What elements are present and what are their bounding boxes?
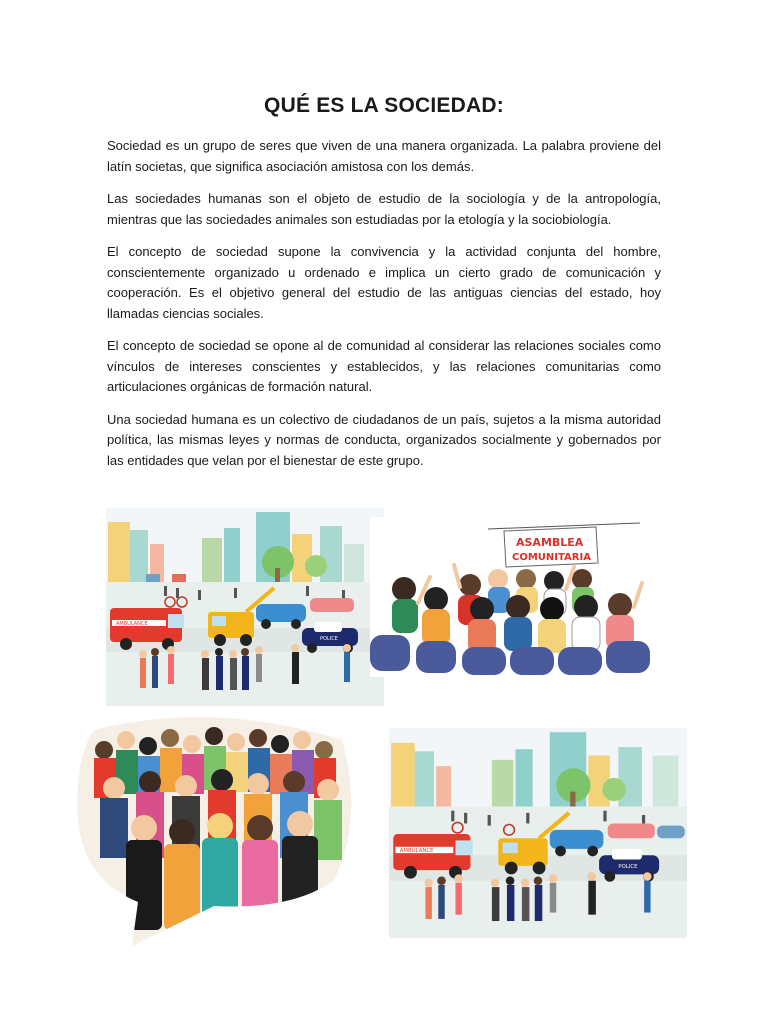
ambulance-label-2: AMBULANCE	[399, 848, 434, 855]
banner-text-line2: COMUNITARIA	[512, 552, 591, 563]
paragraph-5: Una sociedad humana es un colectivo de ciudadanos de un país, sujetos a la misma autoridad política, las mismas leyes y normas de conducta, organizados socialmente y gobernados por las entidades que velan por el bienestar de este grupo.	[107, 411, 661, 468]
paragraph-4: El concepto de sociedad se opone al de comunidad al considerar las relaciones sociales como vínculos de intereses conscientes y establecidos, y las relaciones comunitarias como articulaciones orgánicas de formación natural.	[107, 338, 661, 394]
city-street-illustration	[106, 508, 384, 706]
ambulance-label: AMBULANCE	[116, 621, 148, 627]
community-assembly-illustration	[370, 517, 660, 677]
police-label-2: POLICE	[618, 864, 638, 870]
document-body	[107, 136, 661, 483]
page-title: QUÉ ES LA SOCIEDAD:	[264, 94, 504, 117]
city-street-image	[106, 508, 384, 706]
city-street-image-2	[389, 728, 687, 938]
police-label: POLICE	[320, 636, 338, 642]
crowd-illustration	[74, 710, 354, 946]
paragraph-2: Las sociedades humanas son el objeto de estudio de la sociología y de la antropología, mientras que las sociedades animales son estudiadas por la etología y la sociobiología.	[107, 191, 661, 227]
assembly-image	[370, 517, 660, 677]
paragraph-1: Sociedad es un grupo de seres que viven de una manera organizada. La palabra proviene del latín societas, que significa asociación amistosa con los demás.	[107, 138, 661, 174]
city-street-illustration-2	[389, 728, 687, 938]
banner-text-line1: ASAMBLEA	[516, 536, 584, 549]
paragraph-3: El concepto de sociedad supone la convivencia y la actividad conjunta del hombre, conscientemente organizado u ordenado e implica un cierto grado de comunicación y cooperación. Es el objetivo general del estudio de las antiguas ciencias del estado, hoy llamadas ciencias sociales.	[107, 244, 661, 321]
crowd-image	[74, 710, 354, 946]
